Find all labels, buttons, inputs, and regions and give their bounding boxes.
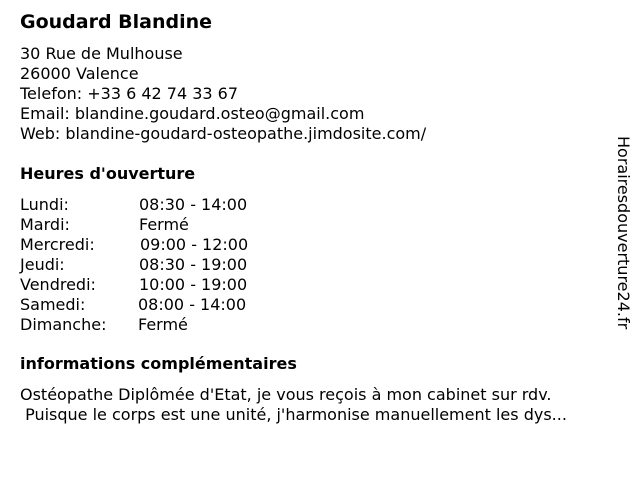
day-label-wednesday: Mercredi: <box>20 235 95 254</box>
address-city: 26000 Valence <box>20 64 139 83</box>
additional-info-heading: informations complémentaires <box>20 354 297 373</box>
hours-friday: 10:00 - 19:00 <box>139 275 248 294</box>
day-label-saturday: Samedi: <box>20 295 86 314</box>
description-line-1: Ostéopathe Diplômée d'Etat, je vous reçois à mon cabinet sur rdv. <box>20 385 552 404</box>
day-label-tuesday: Mardi: <box>20 215 70 234</box>
business-name: Goudard Blandine <box>20 11 213 33</box>
watermark-text: Horairesdouverture24.fr <box>614 136 633 330</box>
opening-hours-heading: Heures d'ouverture <box>20 164 196 183</box>
hours-monday: 08:30 - 14:00 <box>139 195 248 214</box>
day-label-sunday: Dimanche: <box>20 315 107 334</box>
hours-saturday: 08:00 - 14:00 <box>138 295 247 314</box>
day-label-thursday: Jeudi: <box>20 255 65 274</box>
website-text: Web: blandine-goudard-osteopathe.jimdosite.com/ <box>20 124 427 143</box>
day-label-monday: Lundi: <box>20 195 69 214</box>
hours-sunday: Fermé <box>138 315 188 334</box>
email-text: Email: blandine.goudard.osteo@gmail.com <box>20 104 365 123</box>
phone-text: Telefon: +33 6 42 74 33 67 <box>20 84 239 103</box>
day-label-friday: Vendredi: <box>20 275 96 294</box>
hours-wednesday: 09:00 - 12:00 <box>140 235 249 254</box>
address-street: 30 Rue de Mulhouse <box>20 44 183 63</box>
hours-thursday: 08:30 - 19:00 <box>139 255 248 274</box>
hours-tuesday: Fermé <box>139 215 189 234</box>
description-line-2: Puisque le corps est une unité, j'harmonise manuellement les dys... <box>20 405 567 424</box>
